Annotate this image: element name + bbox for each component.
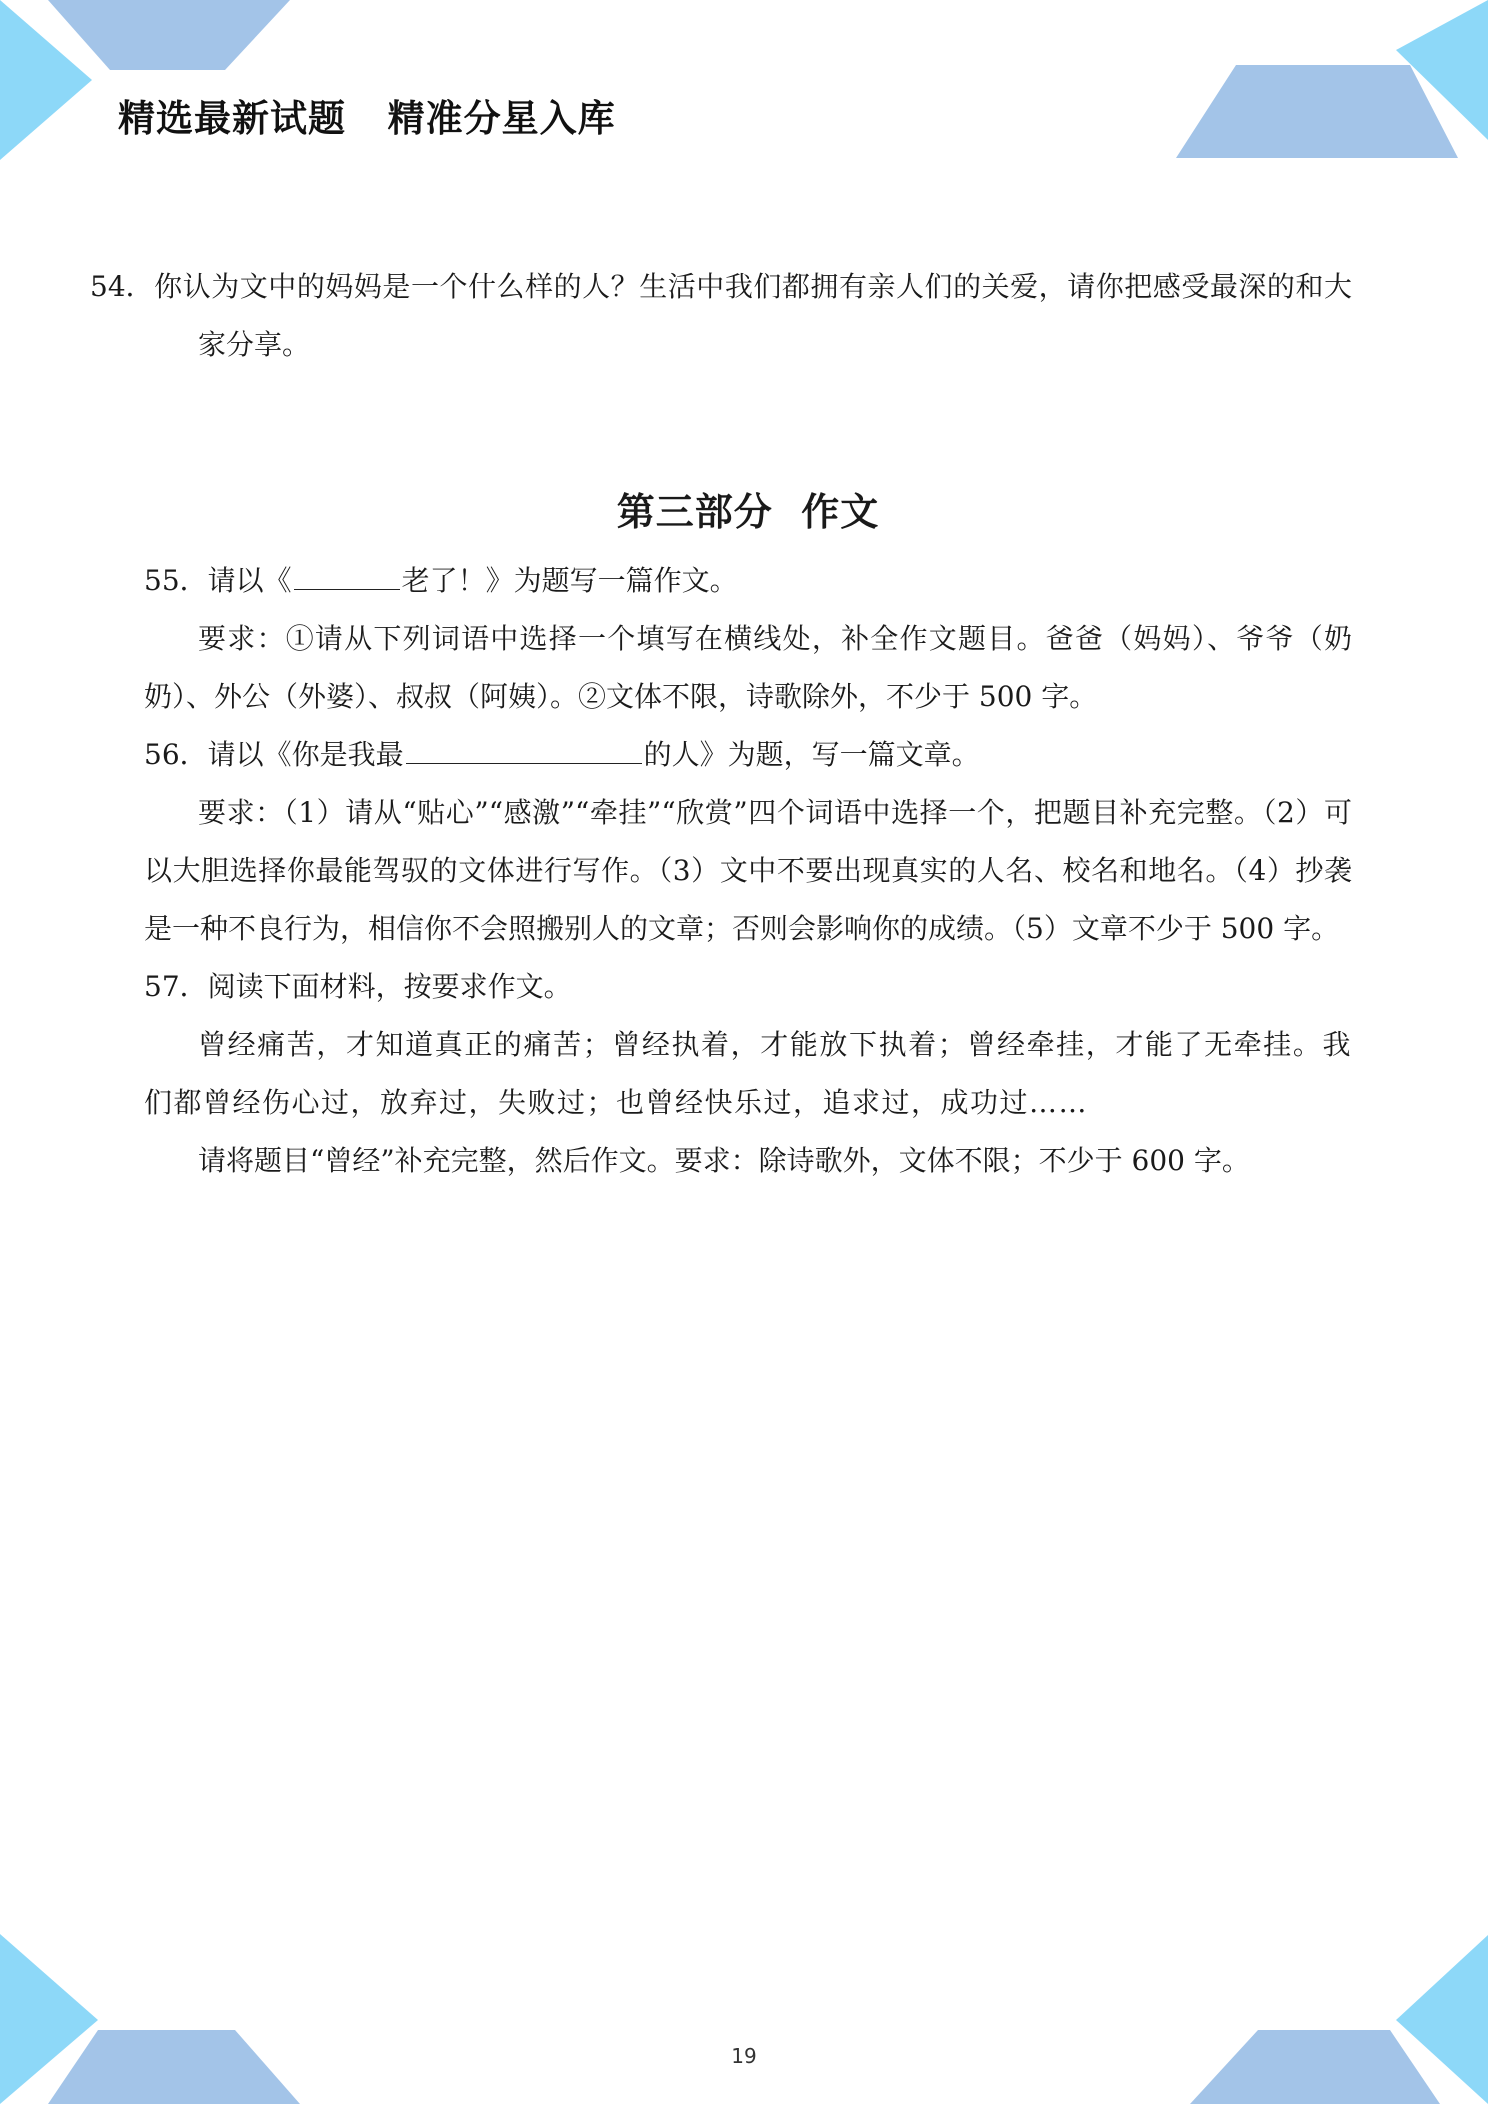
question-55-requirement: 要求：①请从下列词语中选择一个填写在横线处，补全作文题目。爸爸（妈妈）、爷爷（奶奶）、外公（外婆）、叔叔（阿姨）。②文体不限，诗歌除外，不少于 500 字。 xyxy=(144,622,1352,713)
question-prompt-suffix: 老了！》为题写一篇作文。 xyxy=(401,564,738,597)
question-57-requirement: 请将题目“曾经”补充完整，然后作文。要求：除诗歌外，文体不限；不少于 600 字。 xyxy=(198,1144,1250,1177)
question-text: 阅读下面材料，按要求作文。 xyxy=(207,970,572,1003)
question-number: 57． xyxy=(144,970,208,1003)
document-body xyxy=(90,258,1352,1190)
question-57 xyxy=(144,958,1352,1016)
question-57-material: 曾经痛苦，才知道真正的痛苦；曾经执着，才能放下执着；曾经牵挂，才能了无牵挂。我们都曾经伤心过，放弃过，失败过；也曾经快乐过，追求过，成功过…… xyxy=(144,1028,1352,1119)
decor-trapezoid-top-right xyxy=(1176,65,1458,158)
question-number: 54． xyxy=(90,270,154,303)
fill-in-blank xyxy=(294,559,400,590)
decor-triangle-top-left xyxy=(0,0,92,160)
question-number: 56． xyxy=(144,738,208,771)
question-56-requirement: 要求：（1）请从“贴心”“感激”“牵挂”“欣赏”四个词语中选择一个，把题目补充完整。（2）可以大胆选择你最能驾驭的文体进行写作。（3）文中不要出现真实的人名、校名和地名。（4）抄袭是一种不良行为，相信你不会照搬别人的文章；否则会影响你的成绩。（5）文章不少于 500 字。 xyxy=(144,796,1352,945)
decor-triangle-bottom-right xyxy=(1396,1935,1488,2104)
question-number: 55． xyxy=(144,564,208,597)
decor-triangle-bottom-left xyxy=(0,1934,98,2104)
section-title: 第三部分 作文 xyxy=(616,490,880,534)
question-text: 你认为文中的妈妈是一个什么样的人？生活中我们都拥有亲人们的关爱，请你把感受最深的和大家分享。 xyxy=(153,270,1352,361)
question-54 xyxy=(90,258,1352,374)
question-prompt-suffix: 的人》为题，写一篇文章。 xyxy=(643,738,980,771)
fill-in-blank xyxy=(406,733,642,764)
question-56 xyxy=(144,726,1352,784)
decor-triangle-top-right xyxy=(1396,0,1488,140)
decor-trapezoid-top-left xyxy=(48,0,290,70)
question-prompt-prefix: 请以《你是我最 xyxy=(207,738,404,771)
header-title: 精选最新试题 精准分星入库 xyxy=(118,97,616,140)
page-number: 19 xyxy=(731,2044,757,2068)
question-55 xyxy=(144,552,1352,610)
question-prompt-prefix: 请以《 xyxy=(207,564,292,597)
